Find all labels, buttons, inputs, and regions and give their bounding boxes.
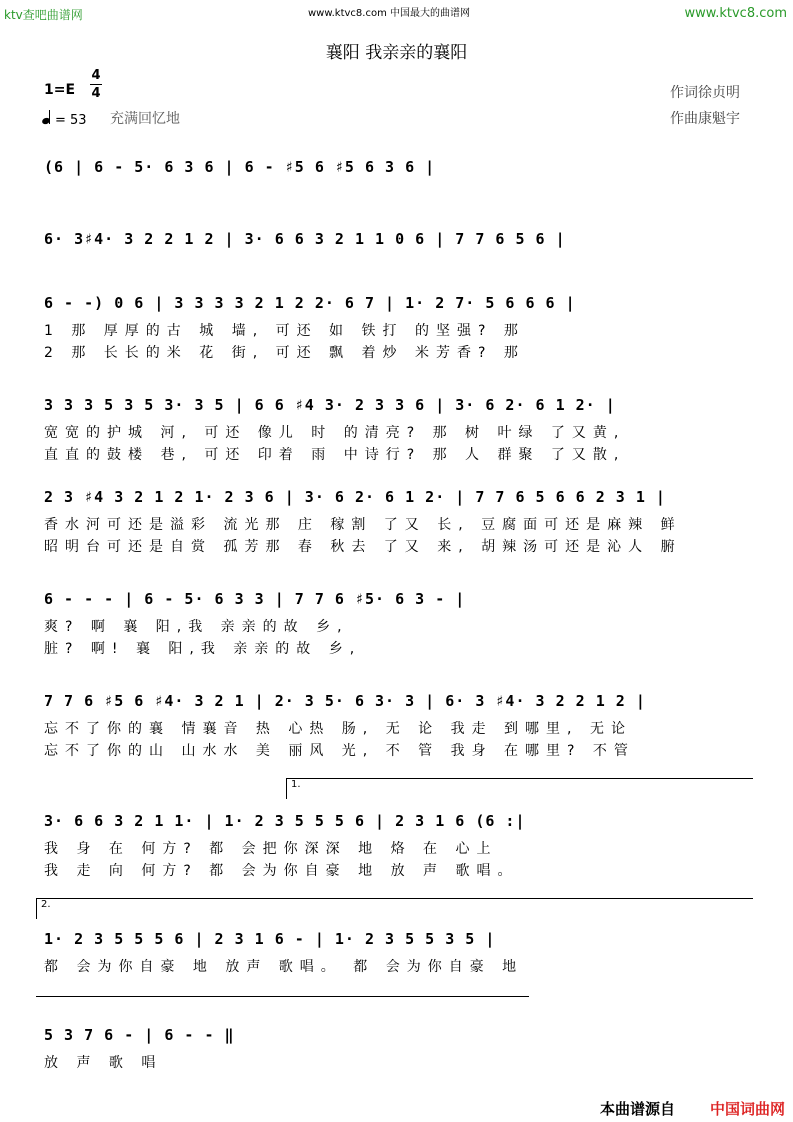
lyrics-6-verse1: 爽? 啊 襄 阳,我 亲亲的故 乡, [44, 619, 349, 635]
lyrics-6-verse2: 脏? 啊! 襄 阳,我 亲亲的故 乡, [44, 641, 362, 657]
score-system-3: 6 - -) 0 6 | 3 3 3 3 2 1 2 2· 6 7 | 1· 2 7· 5 6 6 6 | [44, 294, 576, 312]
score-system-2: 6· 3♯4· 3 2 2 1 2 | 3· 6 6 3 2 1 1 0 6 | 7 7 6 5 6 | [44, 230, 566, 248]
lyrics-8-verse2: 我 走 向 何方? 都 会为你自豪 地 放 声 歌唱。 [44, 863, 519, 879]
tempo-mark [42, 113, 87, 128]
lyrics-7-verse1: 忘不了你的襄 情襄音 热 心热 肠, 无 论 我走 到哪里, 无论 [44, 721, 632, 737]
tempo-value: = 53 [55, 113, 87, 128]
source-label: 本曲谱源自 [599, 1100, 675, 1118]
watermark-right: www.ktvc8.com [684, 6, 787, 21]
score-system-4: 3 3 3 5 3 5 3· 3 5 | 6 6 ♯4 3· 2 3 3 6 | 3· 6 2· 6 1 2· | [44, 396, 616, 414]
time-divider [90, 84, 102, 85]
page-title: 襄阳 我亲亲的襄阳 [325, 43, 468, 63]
lyrics-7-verse2: 忘不了你的山 山水水 美 丽风 光, 不 管 我身 在哪里? 不管 [44, 743, 635, 759]
time-bottom: 4 [91, 86, 101, 101]
source-site-link[interactable]: 中国词曲网 [709, 1100, 785, 1118]
lyrics-5-verse1: 香水河可还是溢彩 流光那 庄 稼割 了又 长, 豆腐面可还是麻辣 鲜 [44, 517, 682, 533]
key-signature: 1=E [44, 82, 76, 98]
score-system-7: 7 7 6 ♯5 6 ♯4· 3 2 1 | 2· 3 5· 6 3· 3 | 6· 3 ♯4· 3 2 2 1 2 | [44, 692, 646, 710]
lyrics-4-verse1: 宽宽的护城 河, 可还 像儿 时 的清亮? 那 树 叶绿 了又黄, [44, 425, 626, 441]
lyricist: 作词徐贞明 [670, 85, 740, 101]
note-stem [49, 110, 50, 124]
composer: 作曲康魁宇 [670, 111, 740, 127]
watermark-left: ktv查吧曲谱网 [4, 8, 83, 22]
lyrics-9-verse1: 都 会为你自豪 地 放声 歌唱。 都 会为你自豪 地 [44, 959, 524, 975]
lyrics-3-verse1: 1 那 厚厚的古 城 墙, 可还 如 铁打 的坚强? 那 [44, 323, 525, 339]
watermark-center: www.ktvc8.com 中国最大的曲谱网 [308, 8, 471, 19]
time-top: 4 [91, 68, 101, 83]
score-system-8: 3· 6 6 3 2 1 1· | 1· 2 3 5 5 5 6 | 2 3 1 6 (6 :| [44, 812, 526, 830]
lyrics-10-verse1: 放 声 歌 唱 [44, 1055, 163, 1071]
score-system-9: 1· 2 3 5 5 5 6 | 2 3 1 6 - | 1· 2 3 5 5 3 5 | [44, 930, 496, 948]
first-ending-bracket: 1. [286, 778, 753, 799]
lyrics-8-verse1: 我 身 在 何方? 都 会把你深深 地 烙 在 心上 [44, 841, 498, 857]
score-system-5: 2 3 ♯4 3 2 1 2 1· 2 3 6 | 3· 6 2· 6 1 2· | 7 7 6 5 6 6 2 3 1 | [44, 488, 666, 506]
second-ending-bracket: 2. [36, 898, 753, 919]
lyrics-5-verse2: 昭明台可还是自赏 孤芳那 春 秋去 了又 来, 胡辣汤可还是沁人 腑 [44, 539, 682, 555]
score-system-10: 5 3 7 6 - | 6 - - ‖ [44, 1026, 235, 1044]
score-system-6: 6 - - - | 6 - 5· 6 3 3 | 7 7 6 ♯5· 6 3 - | [44, 590, 466, 608]
ending-line [36, 996, 529, 997]
score-system-1: (6 | 6 - 5· 6 3 6 | 6 - ♯5 6 ♯5 6 3 6 | [44, 158, 436, 176]
lyrics-4-verse2: 直直的鼓楼 巷, 可还 印着 雨 中诗行? 那 人 群聚 了又散, [44, 447, 626, 463]
time-signature [90, 68, 102, 101]
expression-mark: 充满回忆地 [110, 111, 180, 127]
lyrics-3-verse2: 2 那 长长的米 花 街, 可还 飘 着炒 米芳香? 那 [44, 345, 525, 361]
